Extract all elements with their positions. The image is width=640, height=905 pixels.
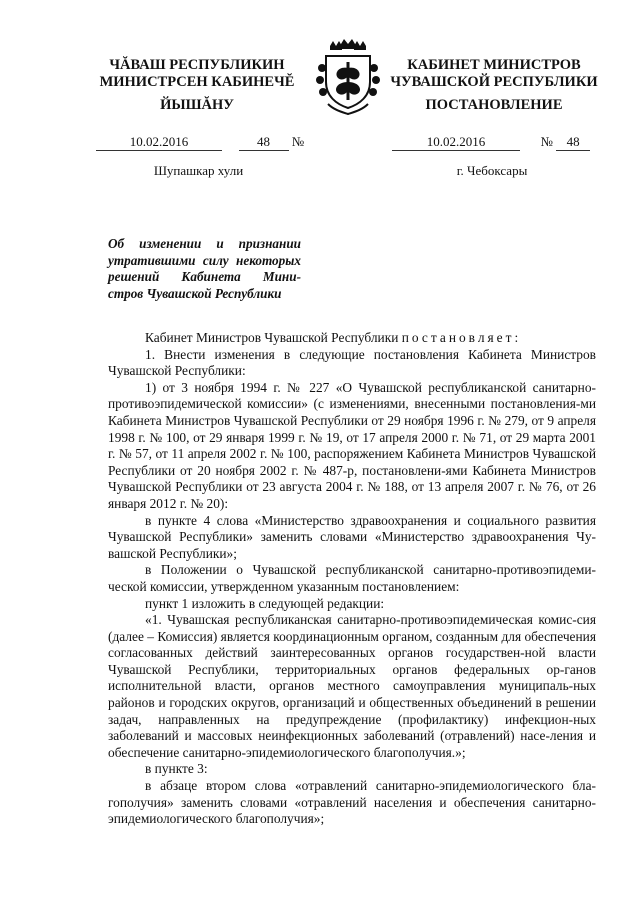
header-right-line2: ЧУВАШСКОЙ РЕСПУБЛИКИ [390,74,598,90]
left-city: Шупашкар хули [153,163,244,178]
right-date-number [392,134,590,151]
header-left-line2: МИНИСТРСЕН КАБИНЕЧĔ [99,74,295,90]
right-date: 10.02.2016 [392,134,520,151]
paragraph-4: в Положении о Чувашской республиканской санитарно-противоэпидеми-ческой комиссии, утвержденном указанным постановлением: [108,562,596,594]
header-left-line1: ЧĂВАШ РЕСПУБЛИКИН [109,57,285,73]
left-date-number [96,134,304,151]
header-right [384,57,604,91]
paragraph-3: в пункте 4 слова «Министерство здравоохранения и социального развития Чувашской Республики» заменить словами «Министерство здравоохранения Чу-вашской Республики»; [108,512,596,561]
intro-paragraph [108,330,596,347]
paragraph-1: 1. Внести изменения в следующие постановления Кабинета Министров Чувашской Республики: [108,346,596,379]
left-number-sign: № [291,134,305,149]
paragraph-7: в пункте 3: [145,761,208,777]
paragraph-5: пункт 1 изложить в следующей редакции: [145,595,385,611]
left-date: 10.02.2016 [96,134,222,151]
title-line3: решений Кабинета Мини- [108,269,301,284]
intro-text: Кабинет Министров Чувашской Республики [145,330,402,345]
document-title [108,236,301,302]
paragraph-6: «1. Чувашская республиканская санитарно-противоэпидемическая комис-сия (далее – Комиссия) является координационным органом, созданным для обеспечения согласованных действий заинтересованных органов государствен-ной власти Чувашской Республики, территориальных органов федеральных ор-ганов исполнительной власти, органов местного самоуправления муниципаль-ных районов и городских округов, организаций и общественных объединений в решении задач, направленных на предупреждение (профилактику) инфекцион-ных заболеваний и массовых неинфекционных заболеваний (отравлений) насе-ления и обеспечение санитарно-эпидемиологического благополучия.»; [108,612,596,760]
intro-decree-word: постановляет: [401,330,522,345]
document-body [108,330,596,828]
right-number: 48 [556,134,590,151]
left-number: 48 [239,134,289,151]
chuvash-emblem-icon [314,38,382,116]
header-right-line1: КАБИНЕТ МИНИСТРОВ [407,57,581,73]
paragraph-8: в абзаце втором слова «отравлений санитарно-эпидемиологического бла-гополучия» заменить словами «отравлений населения и обеспечения санитарно-эпидемиологического благополучия»; [108,778,596,827]
header-left [92,57,302,91]
right-number-sign: № [540,134,553,149]
title-line4: стров Чувашской Республики [108,285,282,301]
header-left-doc-type: ЙЫШĂНУ [160,97,234,113]
title-line1: Об изменении и признании [108,236,301,251]
right-city: г. Чебоксары [456,163,528,178]
header-right-doc-type: ПОСТАНОВЛЕНИЕ [425,97,563,113]
paragraph-2: 1) от 3 ноября 1994 г. № 227 «О Чувашской республиканской санитарно-противоэпидемической комиссии» (с изменениями, внесенными постановления-ми Кабинета Министров Чувашской Республики от 29 ноября 1996 г. № 279, от 9 апреля 1998 г. № 100, от 29 января 1999 г. № 19, от 17 апреля 2000 г. № 71, от 29 марта 2001 г. № 57, от 11 апреля 2002 г. № 100, распоряжением Кабинета Министров Чувашской Республики от 20 ноября 2002 г. № 487-р, постановлени-ями Кабинета Министров Чувашской Республики от 23 августа 2004 г. № 188, от 13 апреля 2007 г. № 76, от 26 января 2012 г. № 20): [108,379,596,511]
title-line2: утратившими силу некоторых [108,252,301,268]
